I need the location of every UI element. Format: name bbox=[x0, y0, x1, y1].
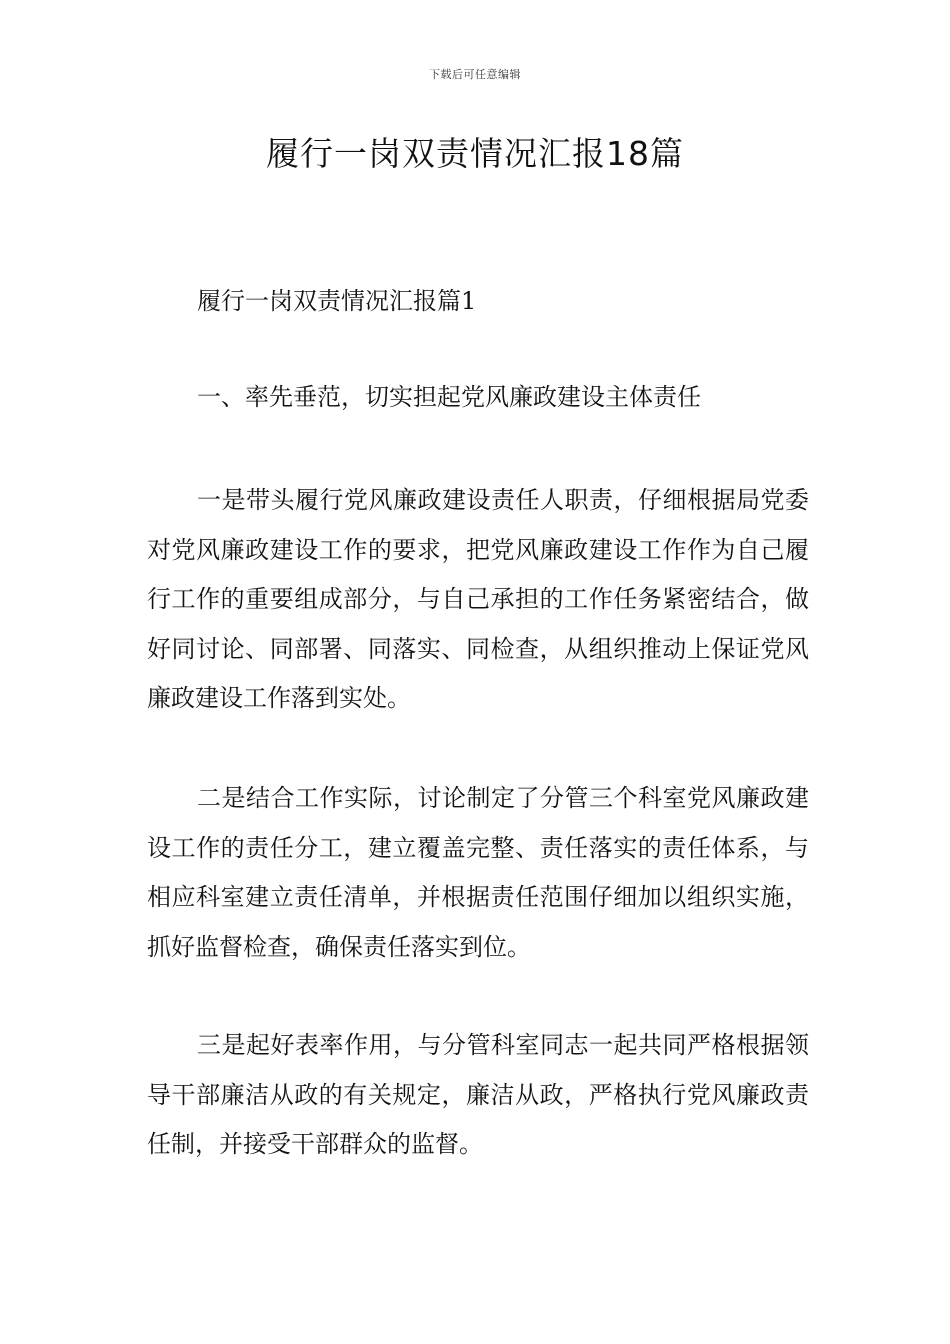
document-subtitle: 履行一岗双责情况汇报篇1 bbox=[197, 287, 477, 315]
header-note: 下载后可任意编辑 bbox=[429, 68, 521, 81]
paragraph-1: 一是带头履行党风廉政建设责任人职责，仔细根据局党委对党风廉政建设工作的要求，把党风廉政建设工作作为自己履行工作的重要组成部分，与自己承担的工作任务紧密结合，做好同讨论、同部署、同落实、同检查，从组织推动上保证党风廉政建设工作落到实处。 bbox=[147, 486, 809, 712]
section-heading: 一、率先垂范，切实担起党风廉政建设主体责任 bbox=[197, 383, 701, 411]
paragraph-2: 二是结合工作实际，讨论制定了分管三个科室党风廉政建设工作的责任分工，建立覆盖完整、责任落实的责任体系，与相应科室建立责任清单，并根据责任范围仔细加以组织实施，抓好监督检查，确保责任落实到位。 bbox=[147, 784, 809, 961]
paragraph-3: 三是起好表率作用，与分管科室同志一起共同严格根据领导干部廉洁从政的有关规定，廉洁从政，严格执行党风廉政责任制，并接受干部群众的监督。 bbox=[147, 1031, 809, 1158]
document-title: 履行一岗双责情况汇报18篇 bbox=[266, 134, 684, 173]
